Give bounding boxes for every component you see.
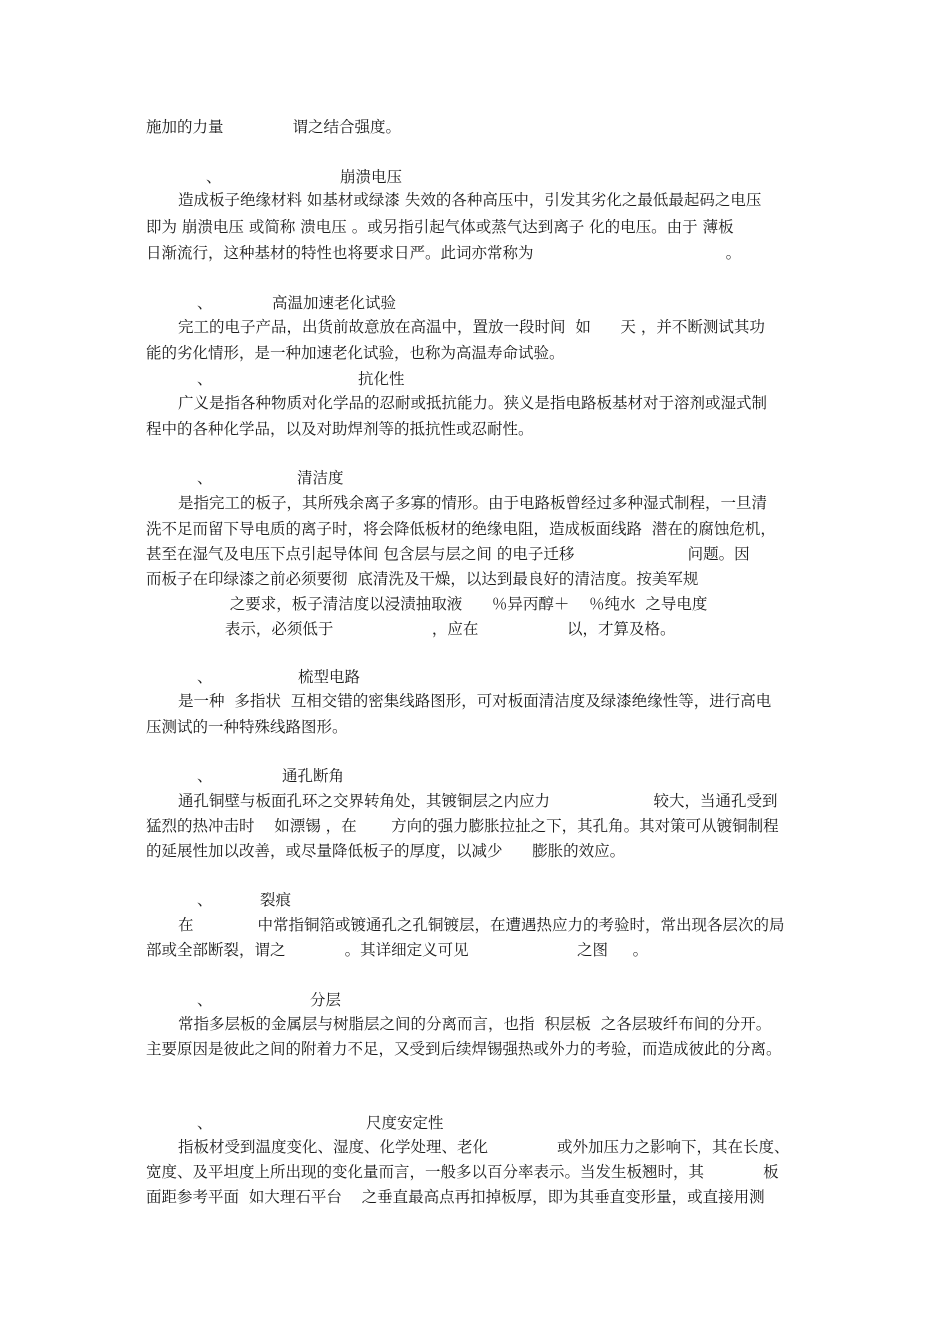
- section-heading: 抗化性: [358, 370, 405, 388]
- paragraph-line: 程中的各种化学品，以及对助焊剂等的抵抗性或忍耐性。: [146, 420, 534, 438]
- paragraph-line: 常指多层板的金属层与树脂层之间的分离而言，也指 积层板 之各层玻纤布间的分开。: [178, 1015, 772, 1033]
- section-heading: 通孔断角: [282, 767, 345, 785]
- paragraph-line: 广义是指各种物质对化学品的忍耐或抵抗能力。狭义是指电路板基材对于溶剂或湿式制: [178, 394, 768, 412]
- section-marker: 、: [197, 1114, 213, 1132]
- section-marker: 、: [197, 668, 213, 686]
- section-marker: 、: [197, 370, 213, 388]
- paragraph-line: 是指完工的板子，其所残余离子多寡的情形。由于电路板曾经过多种湿式制程，一旦清: [178, 494, 768, 512]
- paragraph-line: 能的劣化情形，是一种加速老化试验，也称为高温寿命试验。: [146, 344, 565, 362]
- section-marker: 、: [197, 991, 213, 1009]
- section-marker: 、: [197, 767, 213, 785]
- section-heading: 崩溃电压: [340, 168, 403, 186]
- section-heading: 尺度安定性: [366, 1114, 444, 1132]
- paragraph-line: 的延展性加以改善，或尽量降低板子的厚度，以减少 膨胀的效应。: [146, 842, 626, 860]
- paragraph-line: 是一种 多指状 互相交错的密集线路图形，可对板面清洁度及绿漆绝缘性等，进行高电: [178, 692, 772, 710]
- section-heading: 清洁度: [297, 469, 344, 487]
- paragraph-line: 日渐流行，这种基材的特性也将要求日严。此词亦常称为 。: [146, 244, 742, 262]
- paragraph-line: 之要求，板子清洁度以浸渍抽取液 ％异丙醇＋ ％纯水 之导电度: [146, 595, 708, 613]
- paragraph-line: 部或全部断裂，谓之 。其详细定义可见 之图 。: [146, 941, 649, 959]
- paragraph-line: 洗不足而留下导电质的离子时，将会降低板材的绝缘电阻，造成板面线路 潜在的腐蚀危机，: [146, 520, 776, 538]
- paragraph-line: 宽度、及平坦度上所出现的变化量而言，一般多以百分率表示。当发生板翘时，其 板: [146, 1163, 779, 1181]
- paragraph-line: 完工的电子产品，出货前故意放在高温中，置放一段时间 如 天 ，并不断测试其功: [178, 318, 765, 336]
- intro-line: 施加的力量 谓之结合强度。: [146, 118, 401, 136]
- section-marker: 、: [197, 294, 213, 312]
- paragraph-line: 造成板子绝缘材料 如基材或绿漆 失效的各种高压中，引发其劣化之最低最起码之电压: [178, 191, 762, 209]
- paragraph-line: 即为 崩溃电压 或简称 溃电压 。或另指引起气体或蒸气达到离子 化的电压。由于 薄板: [146, 218, 734, 236]
- paragraph-line: 通孔铜壁与板面孔环之交界转角处，其镀铜层之内应力 较大，当通孔受到: [178, 792, 778, 810]
- section-marker: 、: [206, 168, 222, 186]
- paragraph-line: 而板子在印绿漆之前必须要彻 底清洗及干燥，以达到最良好的清洁度。按美军规: [146, 570, 699, 588]
- paragraph-line: 主要原因是彼此之间的附着力不足，又受到后续焊锡强热或外力的考验，而造成彼此的分离。: [146, 1040, 782, 1058]
- section-heading: 裂痕: [260, 891, 292, 909]
- section-heading: 高温加速老化试验: [272, 294, 397, 312]
- paragraph-line: 面距参考平面 如大理石平台 之垂直最高点再扣掉板厚，即为其垂直变形量，或直接用测: [146, 1188, 765, 1206]
- paragraph-line: 压测试的一种特殊线路图形。: [146, 718, 348, 736]
- paragraph-line: 表示，必须低于 ，应在 以，才算及格。: [146, 620, 676, 638]
- paragraph-line: 在 中常指铜箔或镀通孔之孔铜镀层，在遭遇热应力的考验时，常出现各层次的局: [178, 916, 785, 934]
- section-heading: 分层: [310, 991, 342, 1009]
- paragraph-line: 指板材受到温度变化、湿度、化学处理、老化 或外加压力之影响下，其在长度、: [178, 1138, 790, 1156]
- section-marker: 、: [197, 891, 213, 909]
- section-heading: 梳型电路: [298, 668, 361, 686]
- section-marker: 、: [197, 469, 213, 487]
- paragraph-line: 甚至在湿气及电压下点引起导体间 包含层与层之间 的电子迁移 问题。因: [146, 545, 750, 563]
- paragraph-line: 猛烈的热冲击时 如漂锡 ，在 方向的强力膨胀拉扯之下，其孔角。其对策可从镀铜制程: [146, 817, 779, 835]
